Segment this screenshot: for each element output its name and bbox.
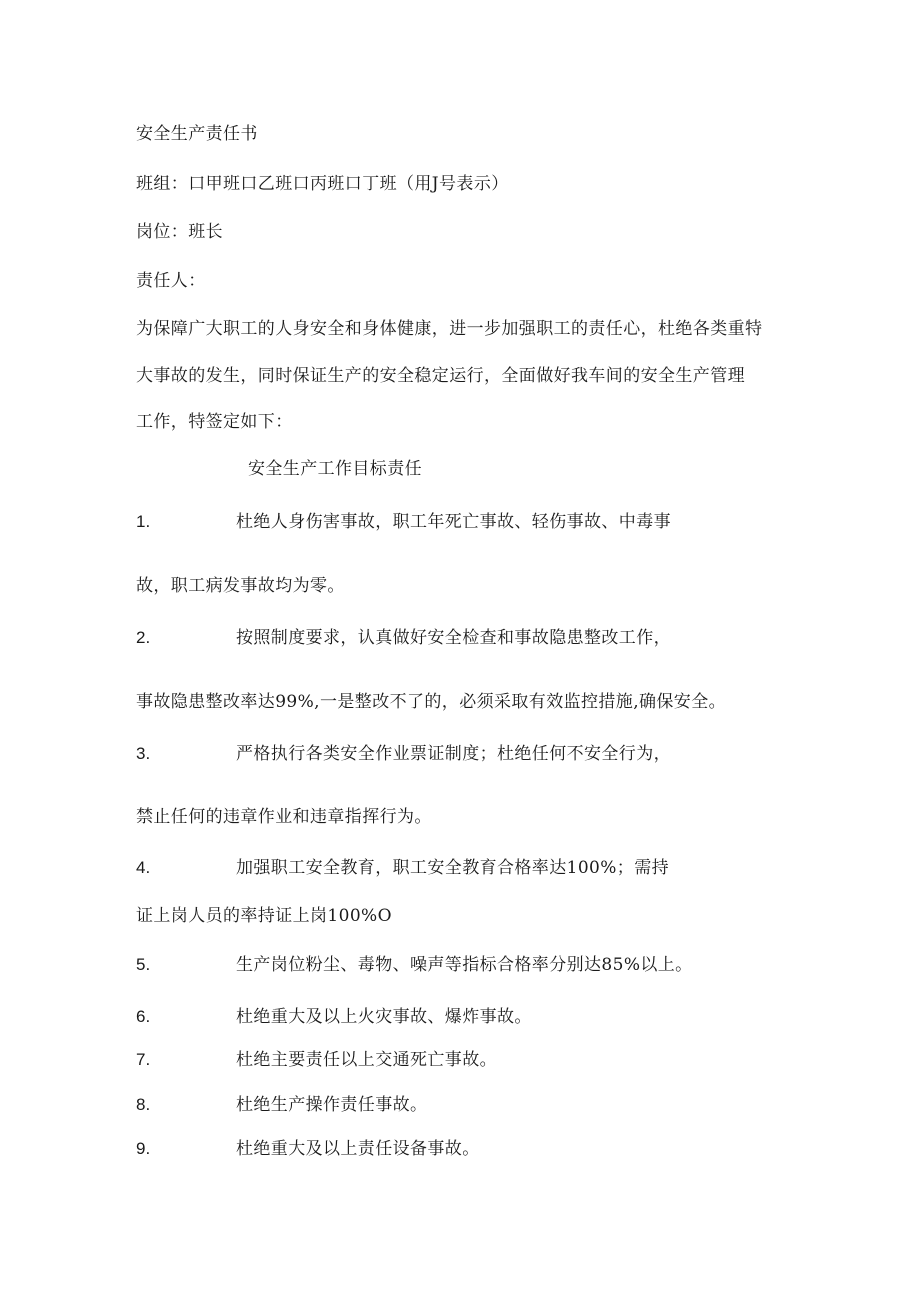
item-number: 3.: [136, 744, 151, 763]
item-number: 6.: [136, 1007, 151, 1026]
intro-line-2: 大事故的发生，同时保证生产的安全稳定运行，全面做好我车间的安全生产管理: [136, 366, 745, 386]
section-title: 安全生产工作目标责任: [248, 459, 422, 479]
item-number: 5.: [136, 955, 151, 974]
item-text: 加强职工安全教育，职工安全教育合格率达100%；需持: [236, 858, 669, 878]
post-line: 岗位：班长: [136, 222, 223, 242]
item-text: 杜绝主要责任以上交通死亡事故。: [236, 1050, 497, 1070]
item-text: 按照制度要求，认真做好安全检查和事故隐患整改工作，: [236, 628, 671, 648]
item-continuation: 证上岗人员的率持证上岗100%O: [136, 906, 392, 926]
item-continuation: 禁止任何的违章作业和违章指挥行为。: [136, 807, 432, 827]
item-number: 4.: [136, 858, 151, 877]
item-text: 生产岗位粉尘、毒物、噪声等指标合格率分别达85%以上。: [236, 955, 693, 975]
item-number: 2.: [136, 628, 151, 647]
intro-line-3: 工作，特签定如下：: [136, 412, 293, 432]
item-continuation: 故，职工病发事故均为零。: [136, 576, 345, 596]
item-text: 杜绝人身伤害事故，职工年死亡事故、轻伤事故、中毒事: [236, 512, 671, 532]
item-text: 杜绝重大及以上火灾事故、爆炸事故。: [236, 1007, 532, 1027]
item-number: 7.: [136, 1050, 151, 1069]
item-text: 杜绝重大及以上责任设备事故。: [236, 1139, 480, 1159]
item-number: 1.: [136, 512, 151, 531]
item-continuation: 事故隐患整改率达99%,一是整改不了的，必须采取有效监控措施,确保安全。: [136, 692, 726, 712]
document-title: 安全生产责任书: [136, 124, 258, 144]
item-number: 9.: [136, 1139, 151, 1158]
item-text: 严格执行各类安全作业票证制度；杜绝任何不安全行为，: [236, 744, 671, 764]
item-number: 8.: [136, 1095, 151, 1114]
intro-line-1: 为保障广大职工的人身安全和身体健康，进一步加强职工的责任心，杜绝各类重特: [136, 319, 763, 339]
responsible-line: 责任人：: [136, 271, 206, 291]
team-line: 班组：口甲班口乙班口丙班口丁班（用J号表示）: [136, 174, 509, 194]
item-text: 杜绝生产操作责任事故。: [236, 1095, 428, 1115]
